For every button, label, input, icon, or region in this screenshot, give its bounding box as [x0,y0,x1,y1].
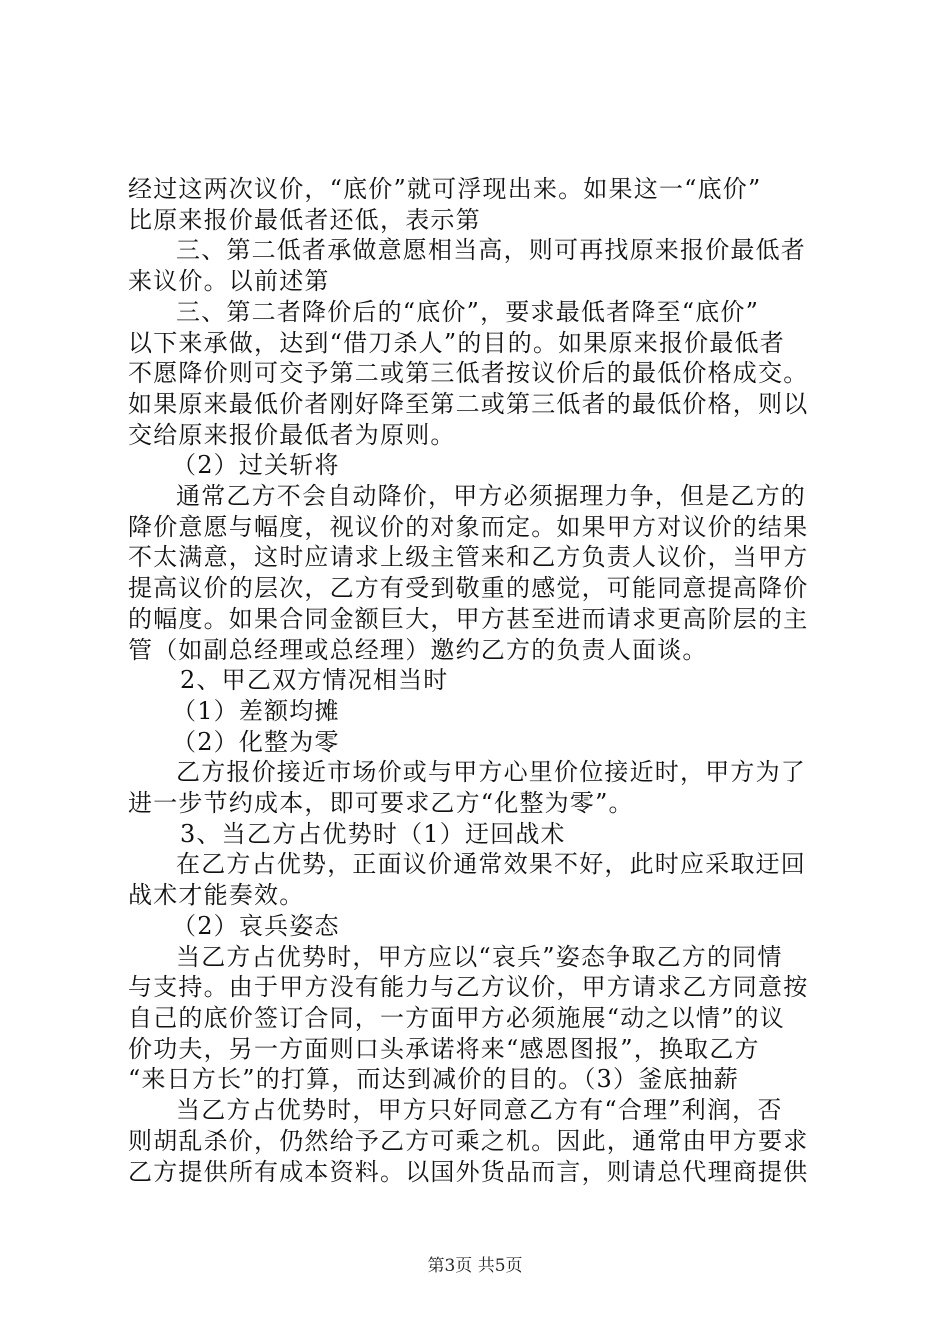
text-line: 战术才能奏效。 [128,881,305,910]
text-line: 与支持。由于甲方没有能力与乙方议价，甲方请求乙方同意按 [128,973,809,1002]
text-line: 经过这两次议价，“底价”就可浮现出来。如果这一“底价” [128,175,762,203]
text-line: 三、第二低者承做意愿相当高，则可再找原来报价最低者 [176,236,806,265]
text-line: 管（如副总经理或总经理）邀约乙方的负责人面谈。 [128,635,708,664]
section-heading: 2、甲乙双方情况相当时 [180,666,449,695]
text-line: 自己的底价签订合同，一方面甲方必须施展“动之以情”的议 [128,1003,785,1032]
text-line: 如果原来最低价者刚好降至第二或第三低者的最低价格，则以 [128,389,809,418]
text-line: 来议价。以前述第 [128,267,330,296]
text-line: “来日方长”的打算，而达到减价的目的。（3）釜底抽薪 [128,1065,740,1094]
text-line: 降价意愿与幅度，视议价的对象而定。如果甲方对议价的结果 [128,512,809,541]
section-heading: （2）哀兵姿态 [172,911,340,940]
text-line: 交给原来报价最低者为原则。 [128,420,456,449]
text-line: 在乙方占优势，正面议价通常效果不好，此时应采取迂回 [176,850,806,879]
text-line: 通常乙方不会自动降价，甲方必须据理力争，但是乙方的 [176,482,806,511]
text-line: 以下来承做，达到“借刀杀人”的目的。如果原来报价最低者 [128,328,785,357]
text-line: 进一步节约成本，即可要求乙方“化整为零”。 [128,789,634,818]
text-line: 当乙方占优势时，甲方应以“哀兵”姿态争取乙方的同情 [176,942,783,971]
text-line: 则胡乱杀价，仍然给予乙方可乘之机。因此，通常由甲方要求 [128,1126,809,1155]
text-line: 提高议价的层次，乙方有受到敬重的感觉，可能同意提高降价 [128,574,809,603]
text-line: 比原来报价最低者还低，表示第 [128,205,481,234]
text-line: 不太满意，这时应请求上级主管来和乙方负责人议价，当甲方 [128,543,809,572]
page-number-footer: 第3页 共5页 [427,1256,523,1276]
text-line: 三、第二者降价后的“底价”，要求最低者降至“底价” [176,297,760,326]
text-line: 不愿降价则可交予第二或第三低者按议价后的最低价格成交。 [128,359,809,388]
text-line: 当乙方占优势时，甲方只好同意乙方有“合理”利润，否 [176,1096,783,1125]
text-line: 乙方报价接近市场价或与甲方心里价位接近时，甲方为了 [176,758,806,787]
section-heading: 3、当乙方占优势时（1）迂回战术 [180,819,566,848]
text-line: 的幅度。如果合同金额巨大，甲方甚至进而请求更高阶层的主 [128,604,809,633]
text-line: 价功夫，另一方面则口头承诺将来“感恩图报”，换取乙方 [128,1034,760,1063]
section-heading: （2）过关斩将 [172,451,340,480]
section-heading: （1）差额均摊 [172,696,340,725]
text-line: 乙方提供所有成本资料。以国外货品而言，则请总代理商提供 [128,1157,809,1186]
body-text [128,174,828,1187]
section-heading: （2）化整为零 [172,727,340,756]
